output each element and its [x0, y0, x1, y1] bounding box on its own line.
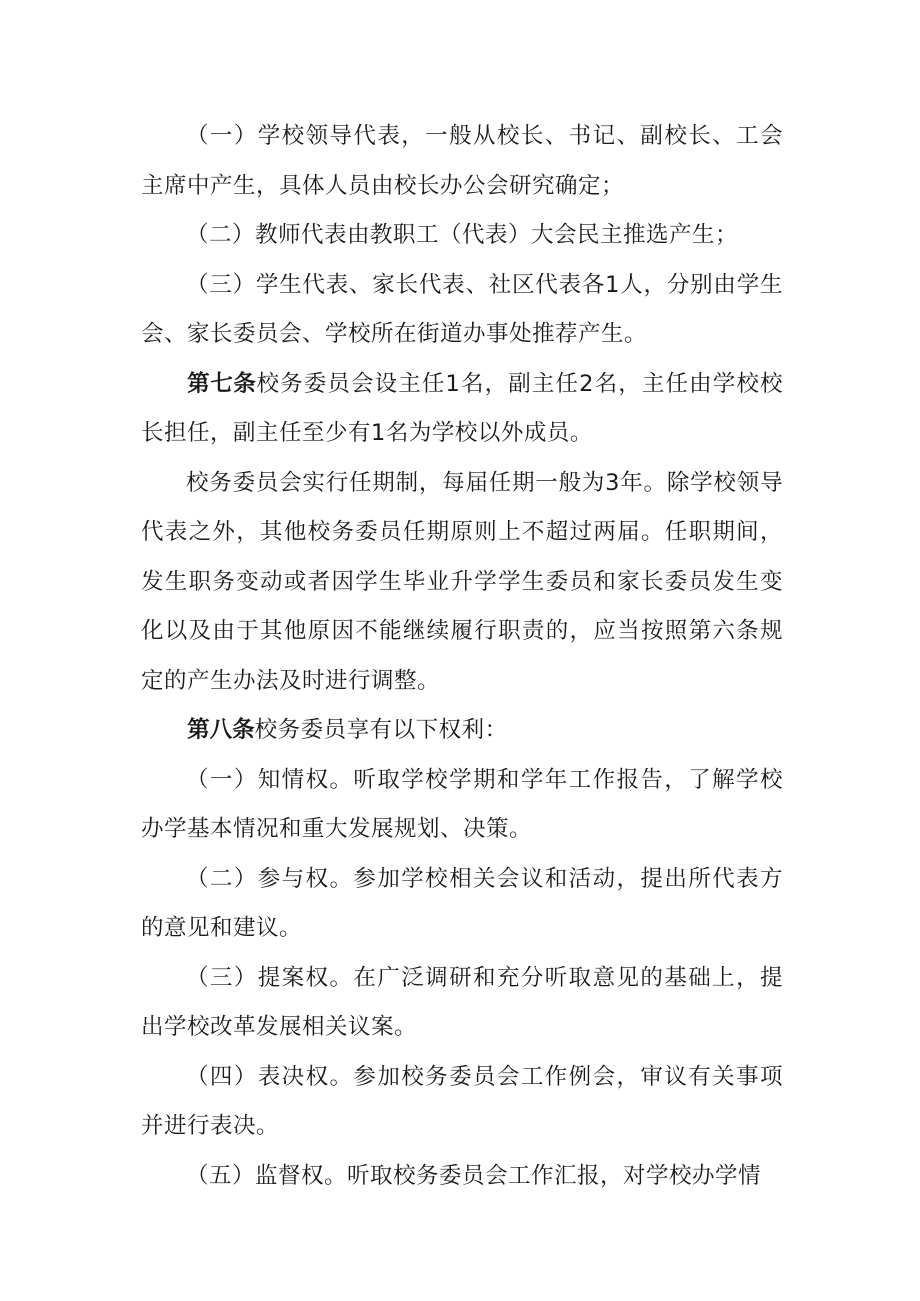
paragraph-text: （四）表决权。参加校务委员会工作例会，审议有关事项并进行表决。 [141, 1063, 783, 1139]
paragraph-text: （一）知情权。听取学校学期和学年工作报告，了解学校办学基本情况和重大发展规划、决策。 [141, 766, 783, 842]
paragraph-text: 校务委员会实行任期制，每届任期一般为3年。除学校领导代表之外，其他校务委员任期原则上不超过两届。任职期间，发生职务变动或者因学生毕业升学学生委员和家长委员发生变化以及由于其他原因不能继续履行职责的，应当按照第六条规定的产生办法及时进行调整。 [141, 469, 783, 694]
paragraph-text: （二）教师代表由教职工（代表）大会民主推选产生； [186, 222, 739, 248]
paragraph-text: 校务委员享有以下权利： [254, 717, 508, 743]
paragraph-right-to-propose [141, 954, 783, 1053]
paragraph-text: （三）提案权。在广泛调研和充分听取意见的基础上，提出学校改革发展相关议案。 [141, 964, 783, 1040]
paragraph-text: （五）监督权。听取校务委员会工作汇报，对学校办学情 [186, 1162, 762, 1189]
paragraph-teacher-representatives [141, 211, 783, 261]
article-label: 第八条 [187, 717, 255, 743]
paragraph-right-to-vote [141, 1053, 783, 1152]
paragraph-right-to-participate [141, 855, 783, 954]
paragraph-text: （二）参与权。参加学校相关会议和活动，提出所代表方的意见和建议。 [141, 865, 783, 941]
paragraph-right-to-supervise [141, 1152, 783, 1202]
article-seven [141, 360, 783, 459]
paragraph-student-parent-community-representatives [141, 261, 783, 360]
article-label: 第七条 [187, 370, 257, 397]
paragraph-leadership-representatives [141, 112, 783, 211]
paragraph-right-to-know [141, 756, 783, 855]
document-body [141, 112, 783, 1201]
article-eight [141, 706, 783, 756]
paragraph-text: 校务委员会设主任1名，副主任2名，主任由学校校长担任，副主任至少有1名为学校以外成员。 [141, 370, 783, 446]
paragraph-text: （三）学生代表、家长代表、社区代表各1人，分别由学生会、家长委员会、学校所在街道办事处推荐产生。 [141, 271, 783, 347]
paragraph-term-of-office [141, 459, 783, 707]
paragraph-text: （一）学校领导代表，一般从校长、书记、副校长、工会主席中产生，具体人员由校长办公会研究确定； [141, 123, 783, 199]
